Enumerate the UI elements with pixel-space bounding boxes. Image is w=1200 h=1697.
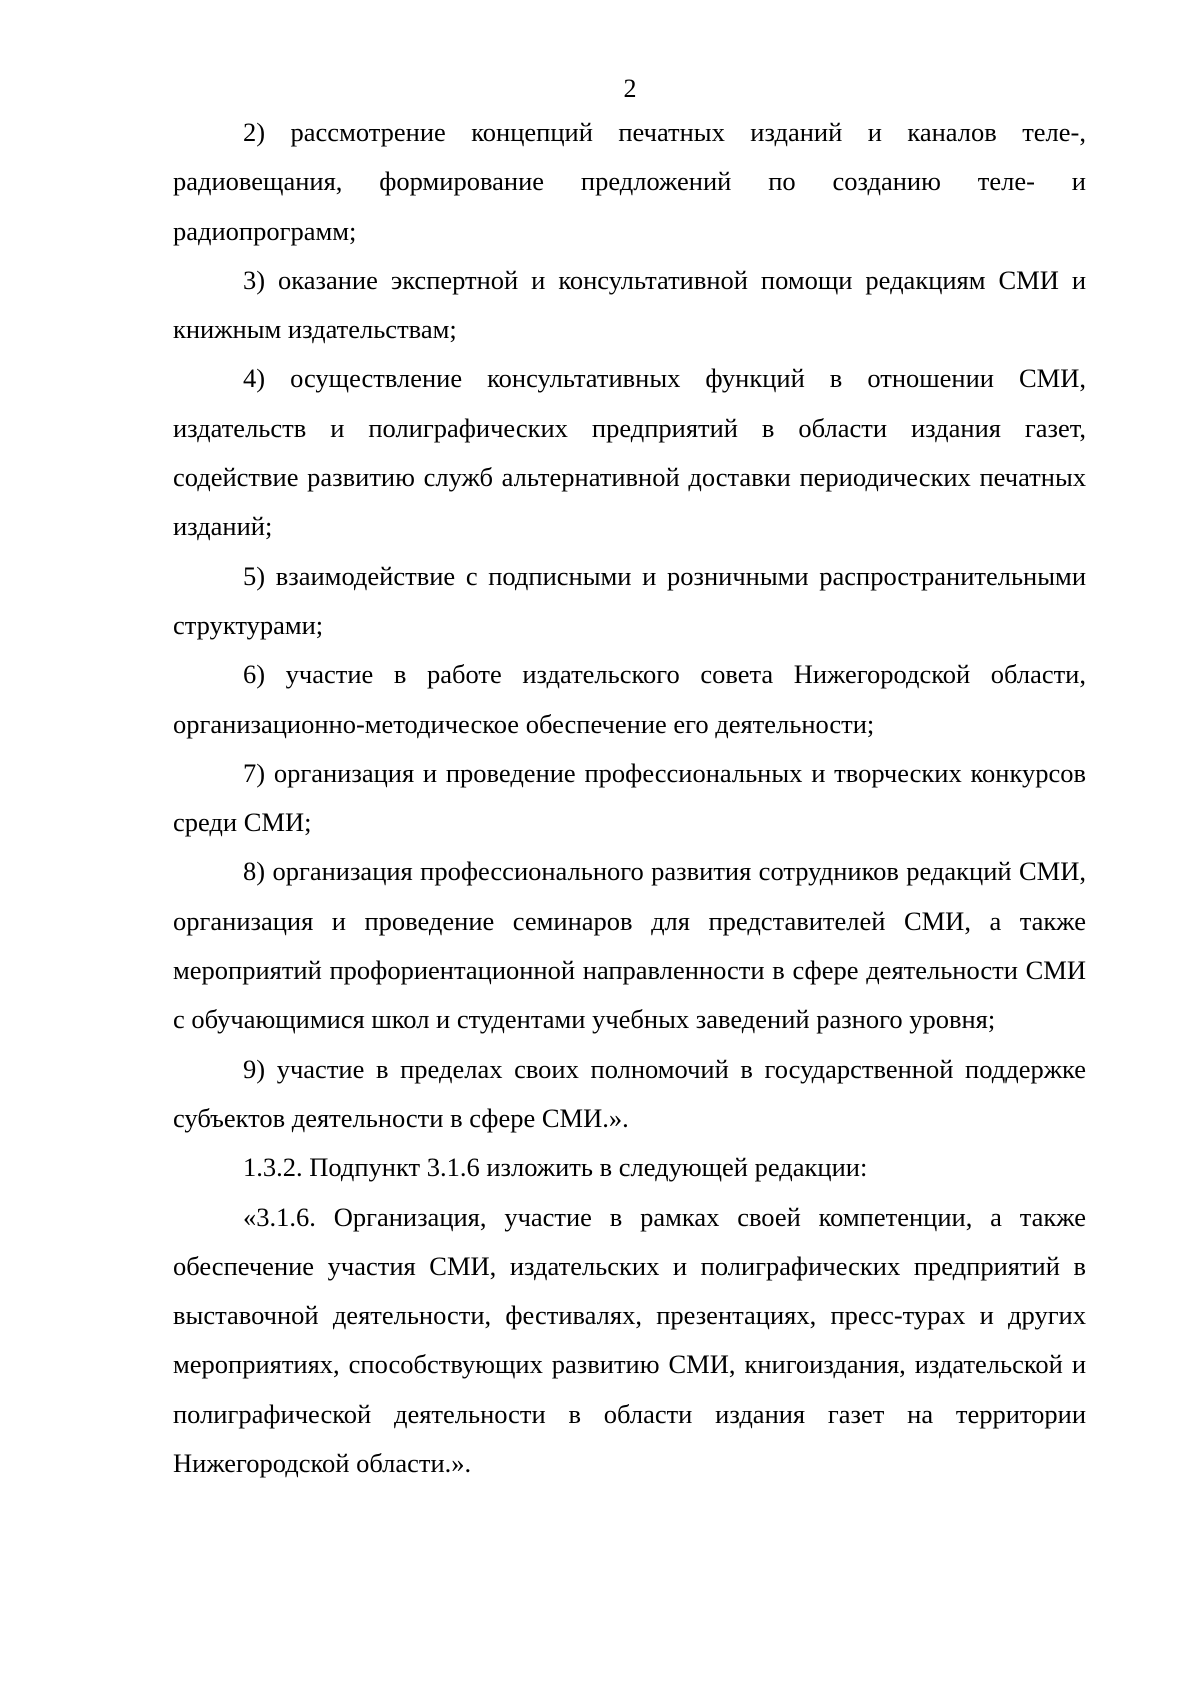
paragraph-item-5: 5) взаимодействие с подписными и розничными распространительными структурами; — [173, 560, 1086, 640]
paragraph-item-9: 9) участие в пределах своих полномочий в государственной поддержке субъектов деятельности в сфере СМИ.». — [173, 1053, 1086, 1133]
paragraph-item-7: 7) организация и проведение профессиональных и творческих конкурсов среди СМИ; — [173, 757, 1086, 838]
document-body — [173, 108, 1086, 1488]
paragraph-item-2: 2) рассмотрение концепций печатных изданий и каналов теле-, радиовещания, формирование предложений по созданию теле- и радиопрограмм; — [173, 117, 1086, 246]
page-number: 2 — [623, 74, 637, 103]
paragraph-quoted-3-1-6: «3.1.6. Организация, участие в рамках своей компетенции, а также обеспечение участия СМИ, издательских и полиграфических предприятий в выставочной деятельности, фестивалях, презентациях, пресс-турах и других мероприятиях, способствующих развитию СМИ, книгоиздания, издательской и полиграфической деятельности в области издания газет на территории Нижегородской области.». — [173, 1201, 1086, 1479]
paragraph-item-4: 4) осуществление консультативных функций в отношении СМИ, издательств и полиграфических предприятий в области издания газет, содействие развитию служб альтернативной доставки периодических печатных изданий; — [173, 363, 1086, 542]
paragraph-item-8: 8) организация профессионального развития сотрудников редакций СМИ, организация и проведение семинаров для представителей СМИ, а также мероприятий профориентационной направленности в сфере деятельности СМИ с обучающимися школ и студентами учебных заведений разного уровня; — [173, 856, 1086, 1035]
paragraph-item-6: 6) участие в работе издательского совета Нижегородской области, организационно-методическое обеспечение его деятельности; — [173, 659, 1086, 739]
paragraph-item-3: 3) оказание экспертной и консультативной помощи редакциям СМИ и книжным издательствам; — [173, 264, 1086, 345]
paragraph-subclause-1-3-2: 1.3.2. Подпункт 3.1.6 изложить в следующей редакции: — [243, 1152, 868, 1183]
